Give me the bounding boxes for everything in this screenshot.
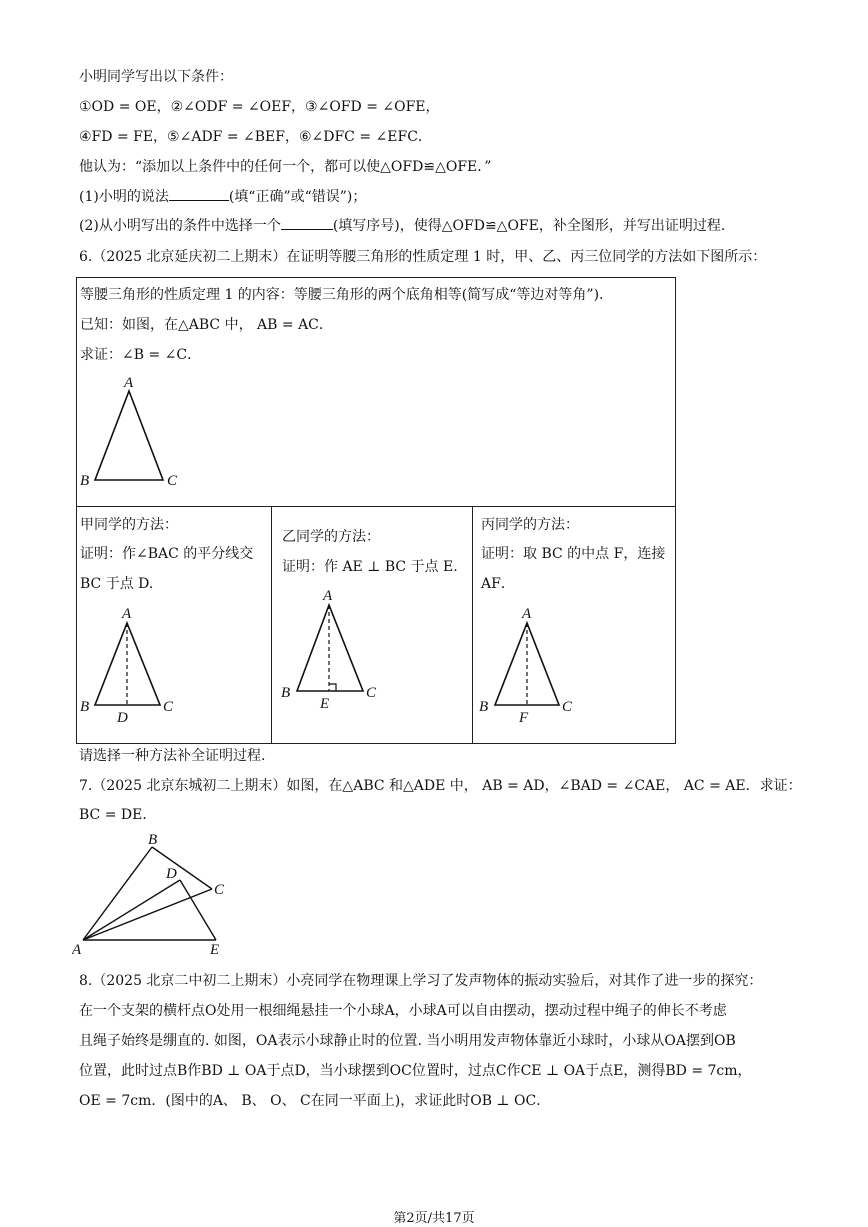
conditions-line-1: ①OD = OE，②∠ODF = ∠OEF，③∠OFD = ∠OFE， [79,99,440,115]
triangle-jia-figure [77,605,197,735]
label-d: D [166,866,177,882]
method-jia [77,507,272,743]
method-proof: 证明：作 AE ⊥ BC 于点 E. [282,559,458,575]
label-c: C [562,699,573,715]
triangle-bing-figure [473,605,593,735]
label-b: B [479,699,489,715]
label-b: B [80,473,90,489]
page-footer: 第2页/共17页 [393,1211,475,1226]
label-b: B [80,699,90,715]
label-e: E [210,942,220,958]
method-title: 乙同学的方法： [282,529,380,545]
methods-row [76,506,676,744]
triangle-yi-figure [277,587,397,717]
conditions-line-2: ④FD = FE，⑤∠ADF = ∠BEF，⑥∠DFC = ∠EFC． [79,129,432,145]
given-text: 已知：如图，在△ABC 中， AB = AC． [80,317,333,333]
question-2: (2)从小明写出的条件中选择一个 (填写序号)，使得△OFD≌△OFE，补全图形，并写出证明过程. [79,218,726,234]
label-b: B [281,685,291,701]
theorem-box [76,277,676,507]
problem-8-line-1: 8.（2025 北京二中初二上期末）小亮同学在物理课上学习了发声物体的振动实验后，对其作了进一步的探究： [79,973,763,989]
method-yi [272,507,473,743]
method-title: 丙同学的方法： [481,517,579,533]
problem-6-task: 请选择一种方法补全证明过程. [79,748,266,764]
triangle-abc-figure [77,373,197,493]
claim-text: 他认为：“添加以上条件中的任何一个，都可以使△OFD≌△OFE．” [79,159,492,175]
problem-7-line-2: BC = DE． [79,807,157,823]
problem-8-line-3: 且绳子始终是绷直的. 如图，OA表示小球静止时的位置. 当小明用发声物体靠近小球时，小球从OA摆到OB [79,1033,736,1049]
method-proof: 证明：作∠BAC 的平分线交 [80,546,254,562]
label-a: A [522,606,532,622]
label-c: C [163,699,174,715]
label-a: A [323,588,333,604]
label-e: E [320,696,330,712]
method-bing [473,507,675,743]
problem-7-figure [72,832,242,962]
theorem-text: 等腰三角形的性质定理 1 的内容：等腰三角形的两个底角相等(简写成“等边对等角”). [80,287,604,303]
label-a: A [122,606,132,622]
label-a: A [124,375,134,391]
problem-8-line-5: OE = 7cm．(图中的A、 B、 O、 C在同一平面上)，求证此时OB ⊥ OC． [79,1093,551,1109]
question-1: (1)小明的说法 (填“正确”或“错误”)； [79,189,367,205]
label-d: D [117,710,128,726]
method-proof-2: AF． [481,576,515,592]
problem-6-title: 6.（2025 北京延庆初二上期末）在证明等腰三角形的性质定理 1 时，甲、乙、丙三位同学的方法如下图所示： [79,249,767,265]
prove-text: 求证：∠B = ∠C． [80,347,202,363]
label-c: C [366,685,377,701]
intro-text: 小明同学写出以下条件： [79,69,233,85]
label-c: C [167,473,178,489]
problem-8-line-2: 在一个支架的横杆点O处用一根细绳悬挂一个小球A，小球A可以自由摆动，摆动过程中绳子的伸长不考虑 [79,1003,727,1019]
label-f: F [519,710,529,726]
label-b: B [148,832,158,848]
problem-8-line-4: 位置，此时过点B作BD ⊥ OA于点D，当小球摆到OC位置时，过点C作CE ⊥ OA于点E，测得BD = 7cm， [79,1063,752,1079]
method-proof-2: BC 于点 D. [80,576,154,592]
label-c: C [214,882,225,898]
problem-7-line-1: 7.（2025 北京东城初二上期末）如图，在△ABC 和△ADE 中， AB = AD，∠BAD = ∠CAE， AC = AE．求证： [79,778,802,794]
method-proof: 证明：取 BC 的中点 F，连接 [481,546,666,562]
label-a: A [72,942,82,958]
method-title: 甲同学的方法： [80,517,178,533]
